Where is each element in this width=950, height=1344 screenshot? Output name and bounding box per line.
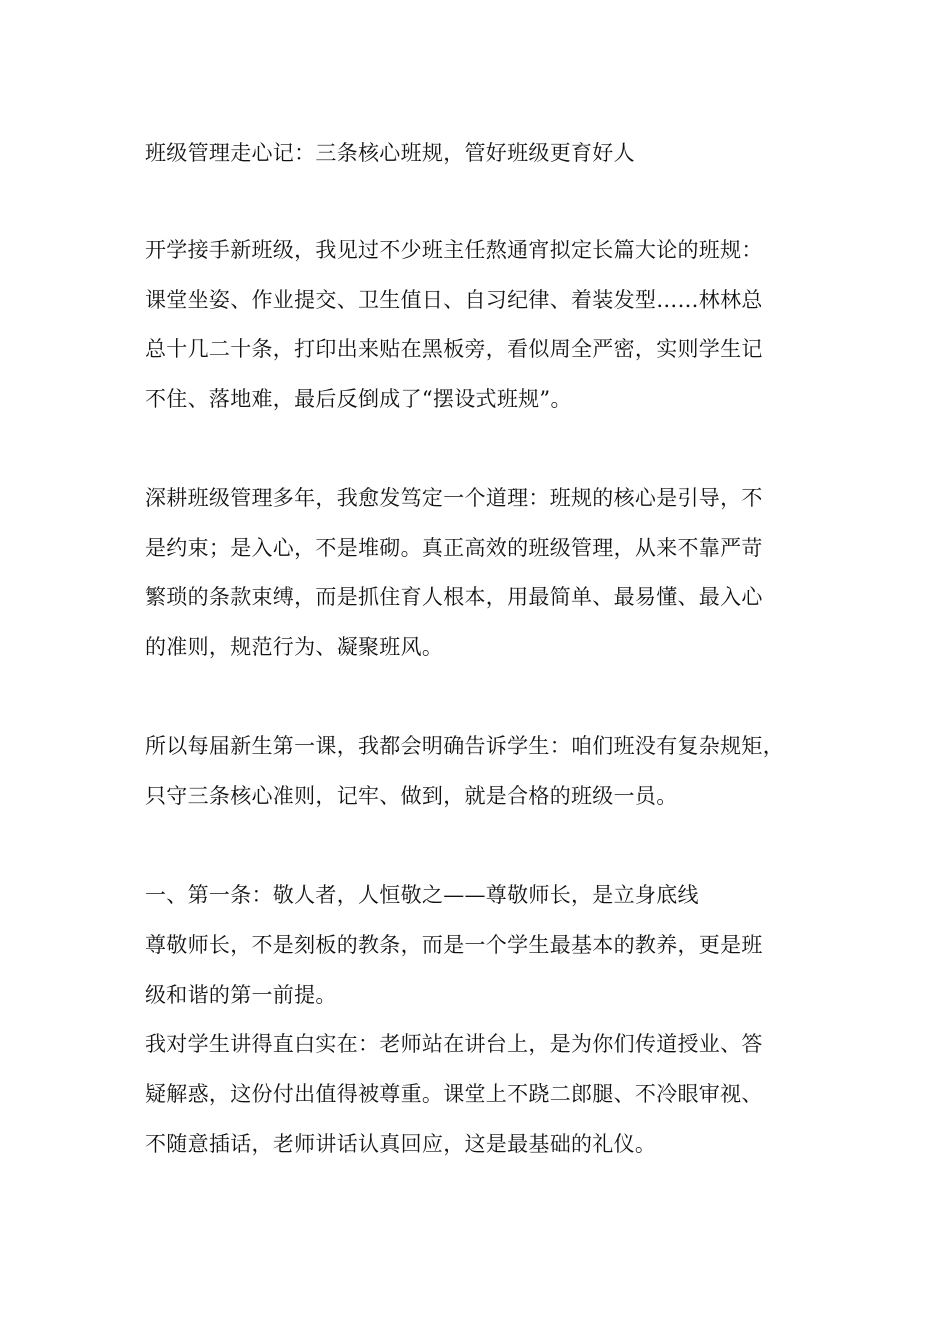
section-1-heading: 一、第一条：敬人者，人恒敬之——尊敬师长，是立身底线: [145, 883, 699, 907]
paragraph-line: 不随意插话，老师讲话认真回应，这是最基础的礼仪。: [145, 1132, 657, 1156]
paragraph-line: 繁琐的条款束缚，而是抓住育人根本，用最简单、最易懂、最入心: [145, 585, 763, 609]
paragraph-line: 课堂坐姿、作业提交、卫生值日、自习纪律、着装发型……林林总: [145, 288, 763, 312]
paragraph-line: 深耕班级管理多年，我愈发笃定一个道理：班规的核心是引导，不: [145, 486, 763, 510]
paragraph-line: 是约束；是入心，不是堆砌。真正高效的班级管理，从来不靠严苛: [145, 536, 763, 560]
paragraph-line: 不住、落地难，最后反倒成了“摆设式班规”。: [145, 387, 572, 411]
document-title: 班级管理走心记：三条核心班规，管好班级更育好人: [145, 141, 635, 165]
paragraph-line: 只守三条核心准则，记牢、做到，就是合格的班级一员。: [145, 784, 678, 808]
paragraph-line: 疑解惑，这份付出值得被尊重。课堂上不跷二郎腿、不冷眼审视、: [145, 1082, 763, 1106]
paragraph-line: 我对学生讲得直白实在：老师站在讲台上，是为你们传道授业、答: [145, 1032, 763, 1056]
paragraph-line: 开学接手新班级，我见过不少班主任熬通宵拟定长篇大论的班规：: [145, 238, 763, 262]
paragraph-line: 的准则，规范行为、凝聚班风。: [145, 635, 444, 659]
paragraph-line: 级和谐的第一前提。: [145, 983, 337, 1007]
paragraph-line: 所以每届新生第一课，我都会明确告诉学生：咱们班没有复杂规矩，: [145, 734, 784, 758]
paragraph-line: 总十几二十条，打印出来贴在黑板旁，看似周全严密，实则学生记: [145, 337, 763, 361]
paragraph-line: 尊敬师长，不是刻板的教条，而是一个学生最基本的教养，更是班: [145, 933, 763, 957]
